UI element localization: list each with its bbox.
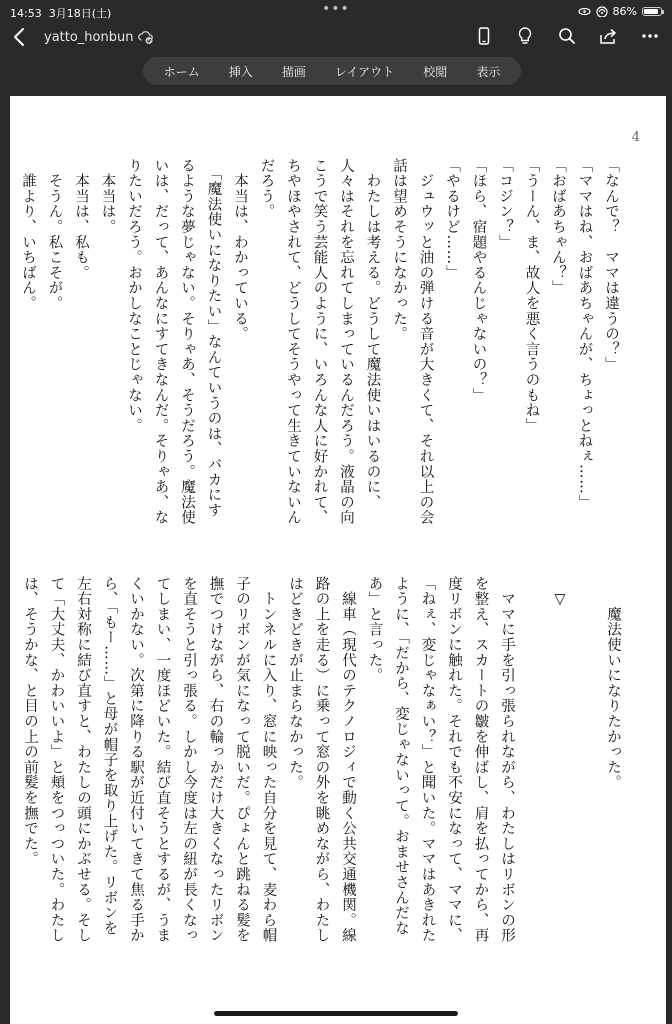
cloud-saved-icon[interactable]: [137, 28, 155, 46]
text-line: ジュウッと油の弾ける音が大きくて、それ以上の会: [417, 158, 434, 526]
battery-icon: [642, 7, 662, 16]
text-line: ように、「だから、変じゃないって。おませさんだな: [393, 576, 409, 936]
tab-draw[interactable]: 描画: [281, 64, 306, 79]
text-line: あ」と言った。: [366, 576, 383, 684]
text-line: 左右対称に結び直すと、わたしの頭にかぶせる。そし: [75, 576, 91, 944]
tab-view[interactable]: 表示: [476, 64, 501, 79]
text-line: てしまい、一度ほどいた。結び直そうとするが、うま: [154, 576, 171, 944]
text-line: を直そうと引っ張る。しかし今度は左の紐が長くなっ: [181, 576, 197, 944]
text-line: 「やるけど……」: [444, 158, 460, 281]
home-indicator[interactable]: [214, 1011, 458, 1016]
text-line: 「ママはね、おばあちゃんが、ちょっとねぇ……」: [576, 158, 593, 510]
share-icon[interactable]: [598, 26, 618, 46]
text-line: いは、だって、あんなにすてきなんだ。そりゃあ、な: [152, 158, 169, 526]
text-line: 人々はそれを忘れてしまっているんだろう。液晶の向: [338, 158, 354, 526]
search-icon[interactable]: [557, 26, 577, 46]
wifi-icon: [596, 6, 608, 17]
status-bar: [0, 0, 672, 24]
text-line: りたいだろう。おかしなことじゃない。: [126, 158, 142, 434]
upper-text-block[interactable]: [15, 158, 625, 538]
status-time: 14:53 3月18日(土): [10, 7, 112, 20]
text-line: そうん。私こそが。: [46, 158, 63, 311]
text-line: ▽: [552, 576, 568, 609]
orientation-lock-icon: [578, 6, 591, 17]
text-line: は、そうかな、と目の上の前髪を撫でた。: [22, 576, 38, 867]
text-line: 本当は、わかっている。: [232, 158, 248, 342]
text-line: こうで笑う芸能人のように、いろんな人に好かれて、: [311, 158, 328, 526]
tab-review[interactable]: 校閲: [423, 64, 448, 79]
text-line: 子のリボンが気になって脱いだ。ぴょんと跳ねる髪を: [234, 576, 250, 944]
document-page[interactable]: [10, 96, 666, 1024]
text-line: 「うーん、ま、故人を悪く言うのもね」: [523, 158, 540, 434]
text-line: 魔法使いになりたかった。: [605, 576, 621, 791]
ribbon-tabs: [143, 57, 521, 85]
tab-insert[interactable]: 挿入: [228, 64, 253, 79]
text-line: だろう。: [258, 158, 275, 220]
multitasking-dots[interactable]: •••: [322, 1, 350, 17]
lower-text-block[interactable]: [17, 576, 627, 956]
text-line: 「ねぇ、変じゃなぁい？」と聞いた。ママはあきれた: [419, 576, 436, 944]
text-line: わたしは考える。どうして魔法使いはいるのに、: [364, 158, 381, 510]
tab-home[interactable]: ホーム: [163, 64, 200, 79]
text-line: 線車（現代のテクノロジィで動く公共交通機関。線: [340, 576, 356, 944]
more-options-icon[interactable]: [640, 26, 660, 46]
text-line: 「コジン？」: [497, 158, 513, 250]
text-line: を整え、スカートの皺を伸ばし、肩を払ってから、再: [472, 576, 489, 944]
tab-layout[interactable]: レイアウト: [335, 64, 395, 79]
page-number: 4: [631, 130, 640, 145]
text-line: トンネルに入り、窓に映った自分を見て、麦わら帽: [260, 576, 277, 944]
text-line: 撫でつけながら、右の輪っかだけ大きくなったリボン: [207, 576, 224, 944]
text-line: 本当は。: [99, 158, 116, 235]
status-right: [578, 5, 662, 18]
text-line: 「ほら、宿題やるんじゃないの？」: [470, 158, 487, 403]
mobile-view-icon[interactable]: [474, 26, 494, 46]
text-line: 路の上を走る）に乗って窓の外を眺めながら、わたし: [313, 576, 330, 944]
text-line: ママに手を引っ張られながら、わたしはリボンの形: [499, 576, 515, 944]
text-line: 「魔法使いになりたい」なんていうのは、バカにす: [205, 158, 222, 518]
back-chevron-icon[interactable]: [10, 26, 30, 48]
text-line: るような夢じゃない。そりゃあ、そうだろう。魔法使: [179, 158, 195, 526]
text-line: 話は望めそうになかった。: [391, 158, 407, 342]
text-line: ら、「もー……」と母が帽子を取り上げた。リボンを: [101, 576, 118, 936]
text-line: くいかない。次第に降りる駅が近付いてきて焦る手か: [128, 576, 144, 944]
text-line: 誰より、いちばん。: [20, 158, 36, 311]
text-line: 「なんで？ ママは違うの？」: [603, 158, 619, 373]
text-line: [573, 576, 600, 956]
text-line: [520, 576, 547, 956]
title-bar: [0, 24, 672, 52]
battery-percent: 86%: [612, 5, 637, 18]
text-line: 本当は、私も。: [73, 158, 89, 281]
text-line: ちやほやされて、どうしてそうやって生きていないん: [285, 158, 301, 526]
text-line: はどきどきが止まらなかった。: [287, 576, 303, 791]
text-line: 「おばあちゃん？」: [550, 158, 566, 296]
lightbulb-icon[interactable]: [515, 26, 535, 46]
text-line: 度リボンに触れた。それでも不安になって、ママに、: [446, 576, 462, 944]
document-title[interactable]: yatto_honbun: [44, 30, 134, 45]
text-line: て「大丈夫、かわいいよ」と頬をつっついた。わたし: [48, 576, 65, 944]
